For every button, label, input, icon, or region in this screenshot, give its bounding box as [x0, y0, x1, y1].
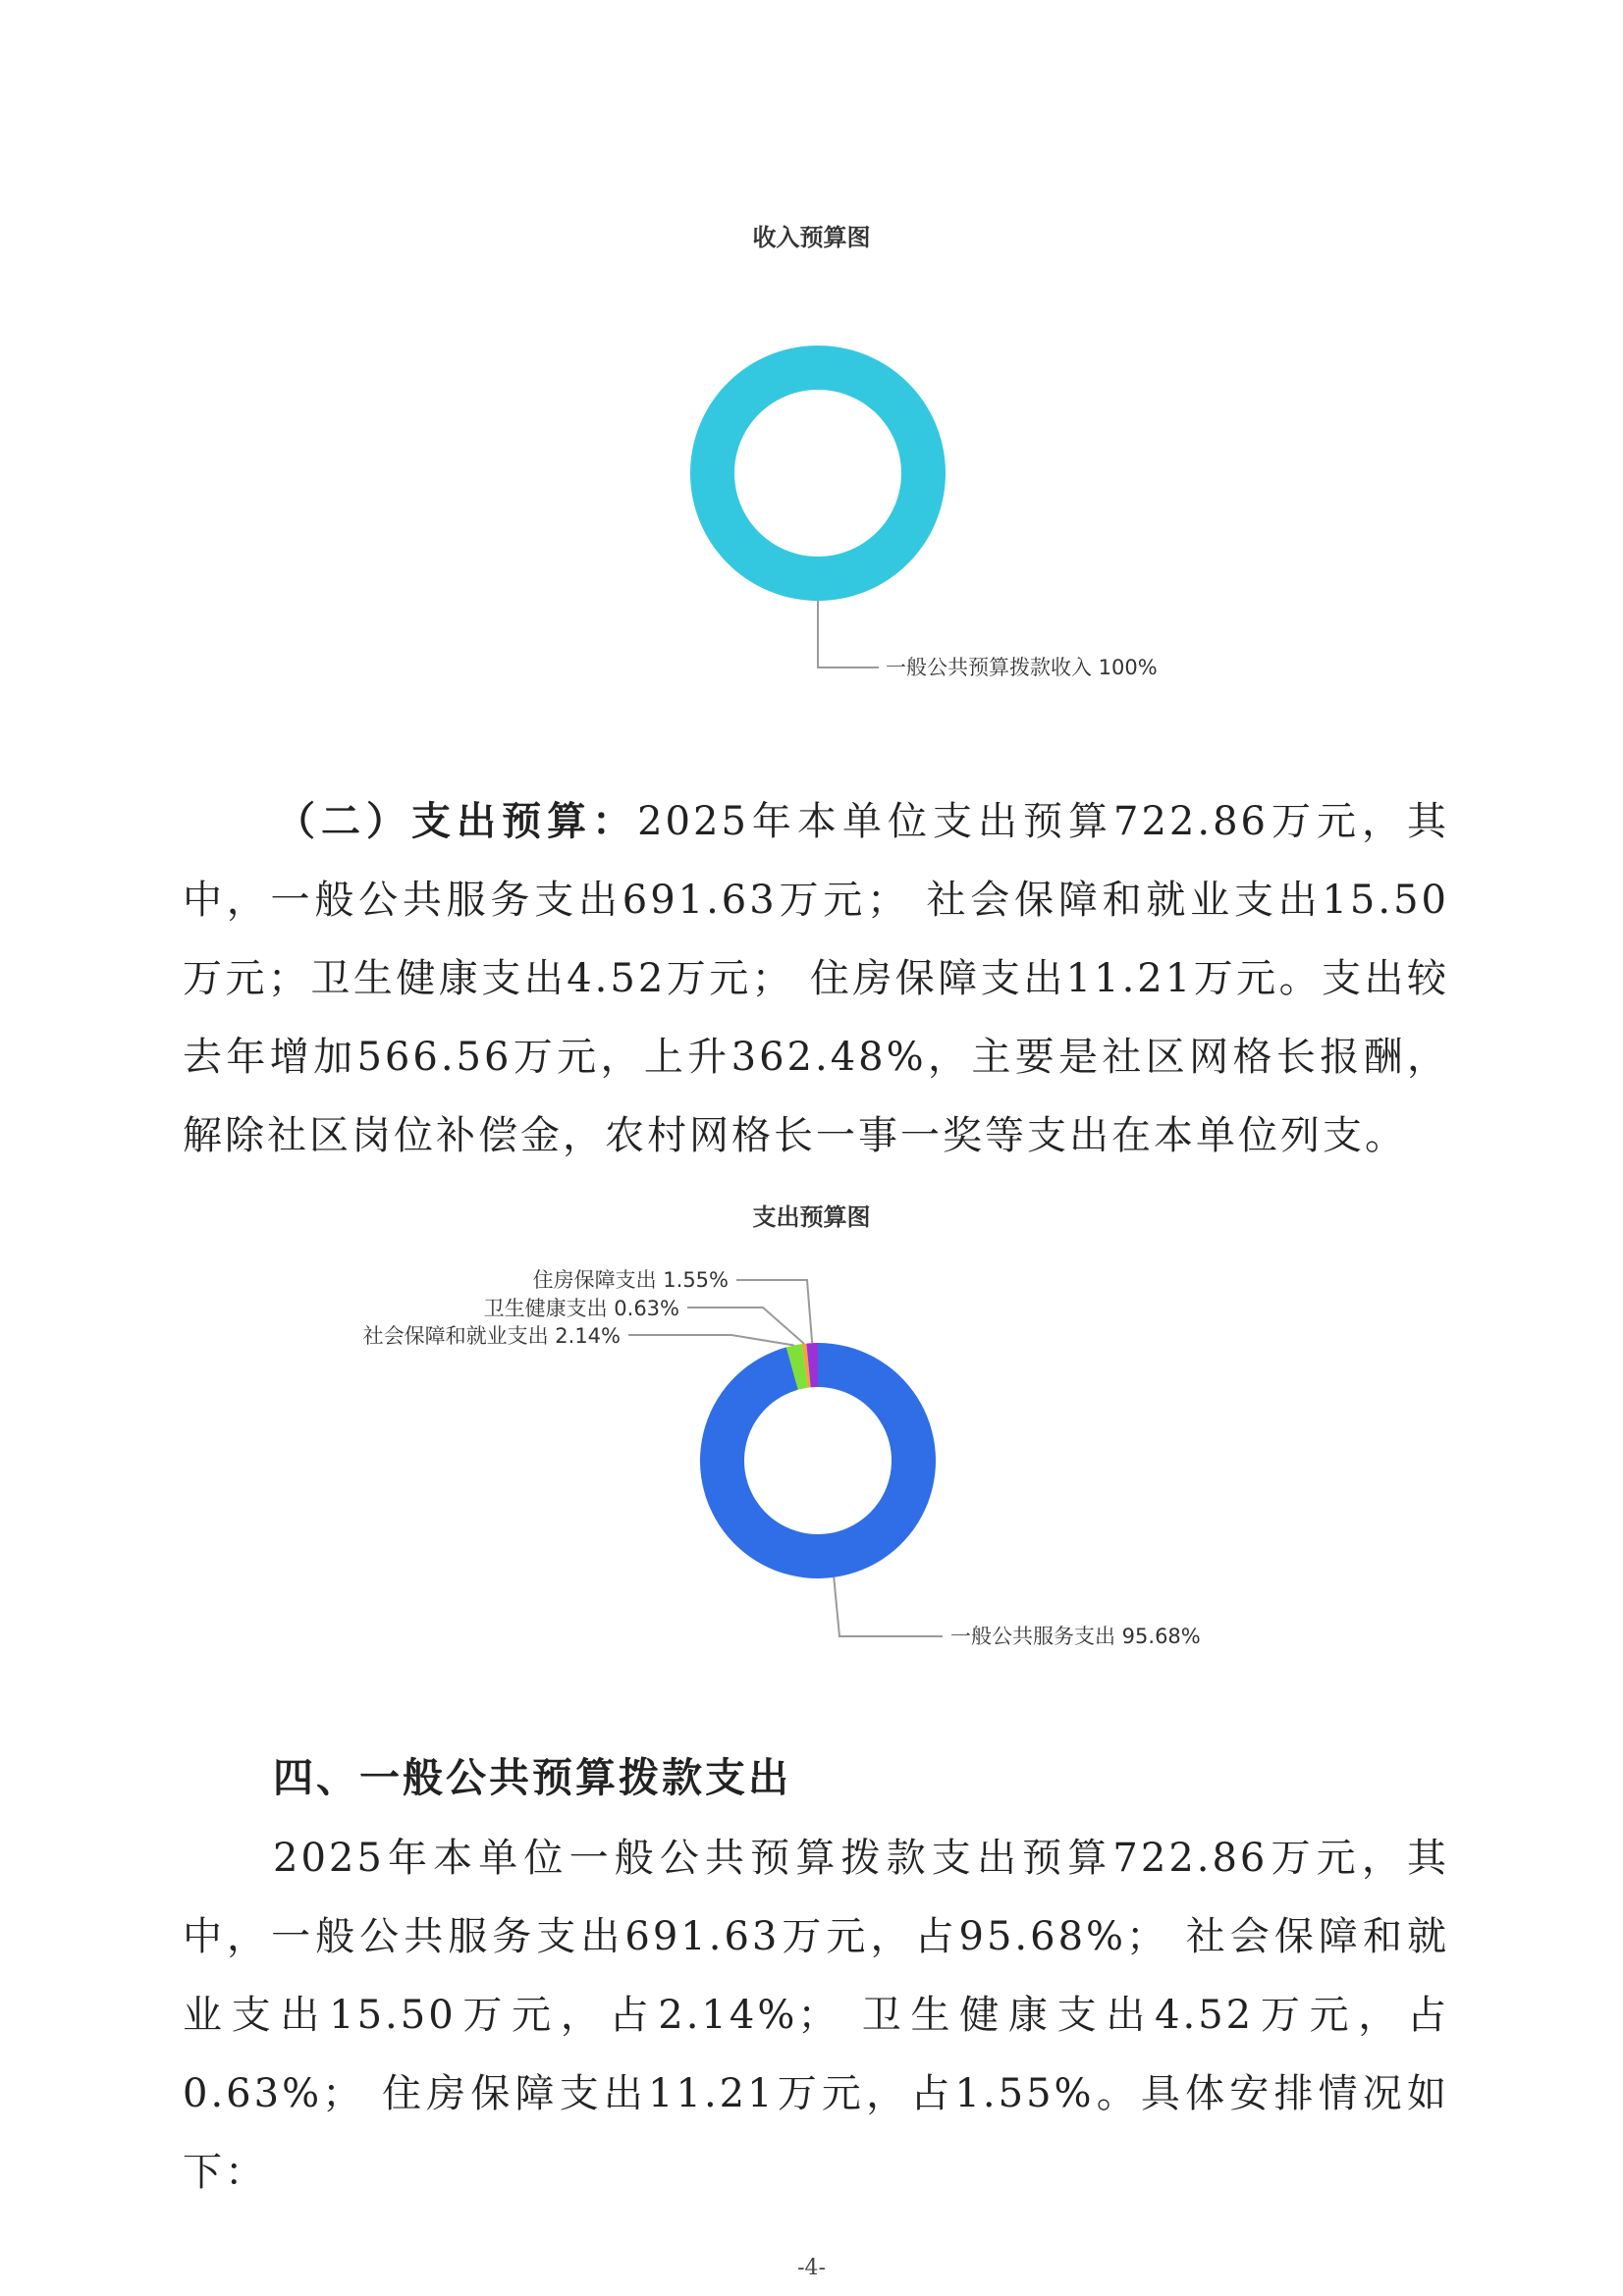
income-donut-chart: [0, 334, 1623, 687]
income-chart-title: 收入预算图: [752, 224, 871, 251]
expenditure-chart-title: 支出预算图: [752, 1203, 871, 1231]
donut-slice-1: [690, 346, 946, 601]
expenditure-budget-text: 2025年本单位支出预算722.86万元，其中，一般公共服务支出691.63万元； 社会保障和就业支出15.50万元；卫生健康支出4.52万元； 住房保障支出11.21万元。支出较去年增加566.56万元，上升362.48%，主要是社区网格长报酬，解除社区岗位补偿金，农村网格长一事一奖等支出在本单位列支。: [183, 799, 1450, 1158]
slice-label-1: 一般公共预算拨款收入 100%: [886, 656, 1158, 679]
page-number: -4-: [797, 2256, 826, 2280]
expenditure-donut-chart: [0, 1247, 1623, 1659]
slice-label-3: 卫生健康支出 0.63%: [483, 1297, 679, 1320]
leader-line-2: [628, 1335, 794, 1345]
leader-line-1: [834, 1577, 943, 1636]
expenditure-budget-paragraph: [183, 782, 1449, 1175]
slice-label-4: 住房保障支出 1.55%: [532, 1268, 729, 1292]
section-heading: 四、一般公共预算拨款支出: [273, 1754, 791, 1801]
appropriation-text: 2025年本单位一般公共预算拨款支出预算722.86万元，其中，一般公共服务支出691.63万元，占95.68%； 社会保障和就业支出15.50万元，占2.14%； 卫生健康支出4.52万元，占0.63%； 住房保障支出11.21万元，占1.55%。具体安排情况如下：: [183, 1836, 1449, 2195]
appropriation-paragraph: [183, 1819, 1449, 2212]
slice-label-2: 社会保障和就业支出 2.14%: [362, 1324, 621, 1348]
slice-label-1: 一般公共服务支出 95.68%: [950, 1625, 1201, 1648]
leader-line-1: [818, 601, 879, 667]
expenditure-budget-lead: （二）支出预算：: [273, 799, 638, 844]
leader-line-4: [736, 1280, 812, 1343]
